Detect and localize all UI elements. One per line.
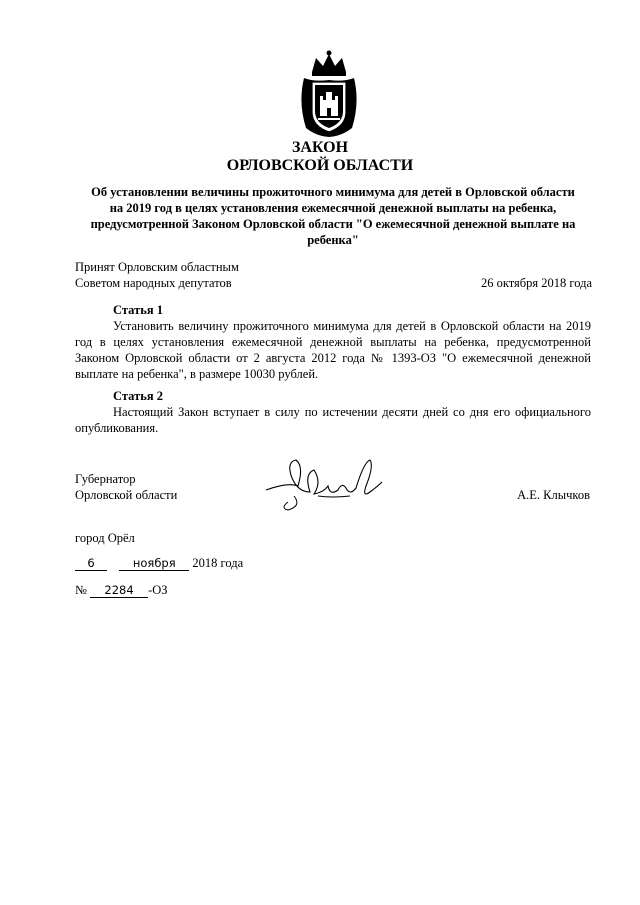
law-subtitle [75,184,591,248]
law-title-line2: ОРЛОВСКОЙ ОБЛАСТИ [226,157,414,174]
law-title-line1: ЗАКОН [291,139,349,156]
signing-day: 6 [75,557,107,571]
law-number-value: 2284 [90,584,148,598]
signatory-role-line2: Орловской области [75,488,178,502]
law-number-suffix: -ОЗ [148,583,168,597]
article-1-heading: Статья 1 [113,303,163,317]
article-2-text [75,404,591,436]
subtitle-line: Об установлении величины прожиточного минимума для детей в Орловской области [91,185,575,199]
article-1-text [75,318,591,382]
signing-date [75,555,243,571]
handwritten-signature [258,452,388,514]
coat-of-arms-emblem [296,48,362,138]
signatory-role-line1: Губернатор [75,472,136,486]
adoption-date: 26 октября 2018 года [480,276,592,290]
article-2-heading: Статья 2 [113,389,163,403]
article-2-body: Настоящий Закон вступает в силу по истечении десяти дней со дня его официального опубликования. [75,405,591,435]
signing-year: 2018 года [192,556,244,570]
adoption-line2: Советом народных депутатов [75,276,232,290]
subtitle-line: ребенка" [307,233,359,247]
adoption-line1: Принят Орловским областным [75,260,239,274]
signing-month: ноября [119,557,189,571]
city: город Орёл [75,531,135,545]
subtitle-line: предусмотренной Законом Орловской области "О ежемесячной денежной выплате на [90,217,576,231]
law-number-prefix: № [75,583,87,597]
law-number [75,582,168,598]
signatory-name: А.Е. Клычков [517,488,590,502]
article-1-body: Установить величину прожиточного минимума для детей в Орловской области на 2019 год в целях установления ежемесячной денежной выплаты на ребенка, предусмотренной Законом Орловской области от 2 августа 2012 года № 1393-ОЗ "О ежемесячной денежной выплате на ребенка", в размере 10030 рублей. [75,319,591,381]
subtitle-line: на 2019 год в целях установления ежемесячной денежной выплаты на ребенка, [109,201,557,215]
